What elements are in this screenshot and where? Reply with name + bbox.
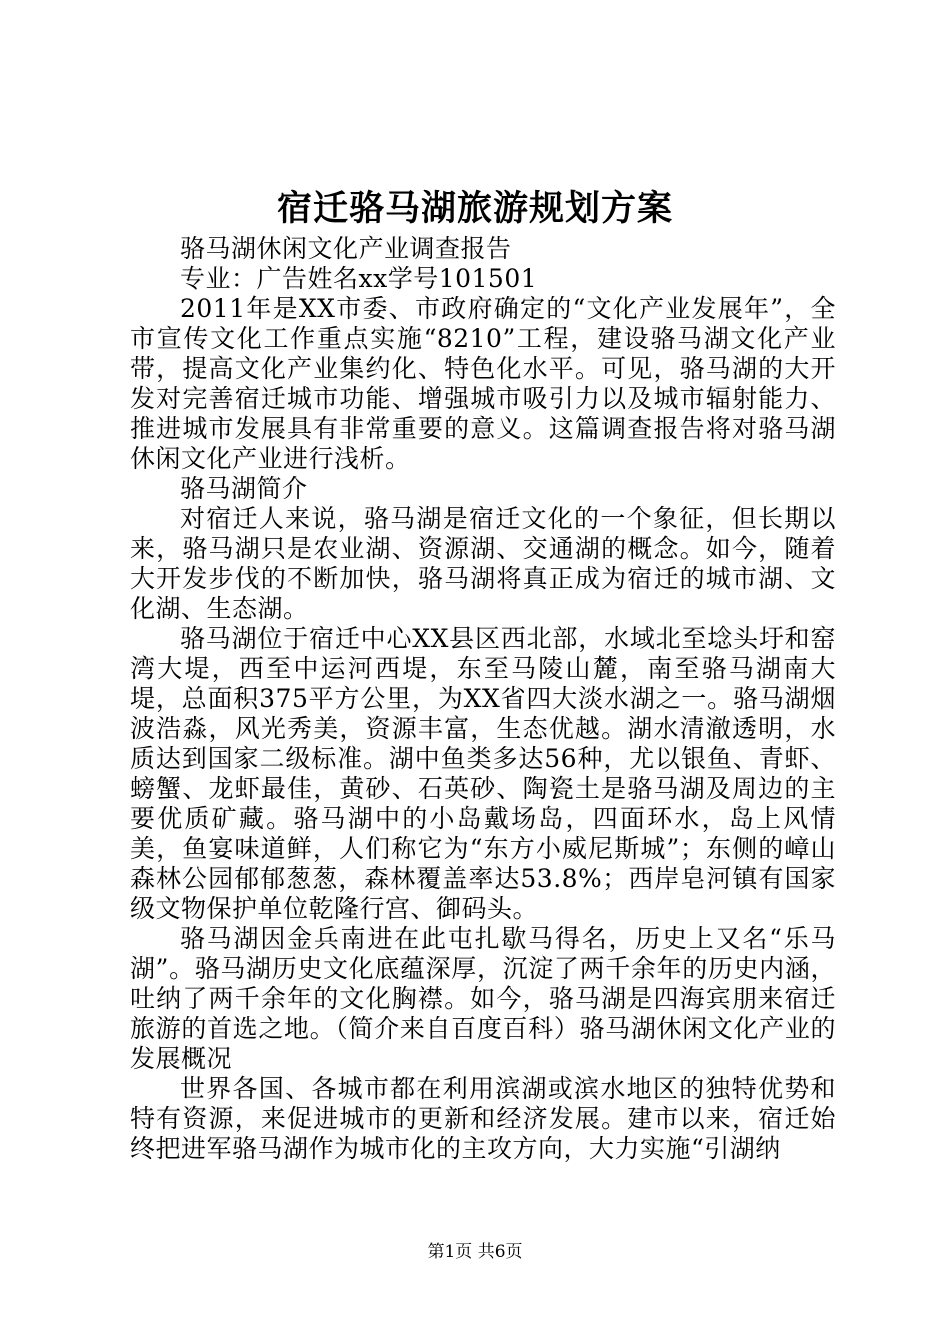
paragraph-intro: 2011年是XX市委、市政府确定的“文化产业发展年”，全市宣传文化工作重点实施“8210”工程，建设骆马湖文化产业带，提高文化产业集约化、特色化水平。可见，骆马湖的大开发对完善宿迁城市功能、增强城市吸引力以及城市辐射能力、推进城市发展具有非常重要的意义。这篇调查报告将对骆马湖休闲文化产业进行浅析。 (130, 294, 836, 473)
page-footer: 第1页 共6页 (427, 1242, 523, 1262)
report-subtitle: 骆马湖休闲文化产业调查报告 (180, 234, 512, 263)
paragraph-history: 骆马湖因金兵南进在此屯扎歇马得名，历史上又名“乐马湖”。骆马湖历史文化底蕴深厚，沉淀了两千余年的历史内涵，吐纳了两千余年的文化胸襟。如今，骆马湖是四海宾朋来宿迁旅游的首选之地。（简介来自百度百科）骆马湖休闲文化产业的发展概况 (130, 924, 836, 1073)
document-body (130, 234, 836, 1164)
document-title: 宿迁骆马湖旅游规划方案 (276, 188, 673, 229)
paragraph-symbol: 对宿迁人来说，骆马湖是宿迁文化的一个象征，但长期以来，骆马湖只是农业湖、资源湖、交通湖的概念。如今，随着大开发步伐的不断加快，骆马湖将真正成为宿迁的城市湖、文化湖、生态湖。 (130, 504, 836, 623)
author-info: 专业：广告姓名xx学号101501 (180, 264, 538, 293)
paragraph-location: 骆马湖位于宿迁中心XX县区西北部，水域北至埝头圩和窑湾大堤，西至中运河西堤，东至马陵山麓，南至骆马湖南大堤，总面积375平方公里，为XX省四大淡水湖之一。骆马湖烟波浩淼，风光秀美，资源丰富，生态优越。湖水清澈透明，水质达到国家二级标准。湖中鱼类多达56种，尤以银鱼、青虾、螃蟹、龙虾最佳，黄砂、石英砂、陶瓷土是骆马湖及周边的主要优质矿藏。骆马湖中的小岛戴场岛，四面环水，岛上风情美，鱼宴味道鲜，人们称它为“东方小威尼斯城”；东侧的嶂山森林公园郁郁葱葱，森林覆盖率达53.8%；西岸皂河镇有国家级文物保护单位乾隆行宫、御码头。 (130, 624, 836, 923)
section-heading-overview: 骆马湖简介 (180, 474, 308, 503)
paragraph-development: 世界各国、各城市都在利用滨湖或滨水地区的独特优势和特有资源，来促进城市的更新和经济发展。建市以来，宿迁始终把进军骆马湖作为城市化的主攻方向，大力实施“引湖纳 (130, 1074, 836, 1163)
